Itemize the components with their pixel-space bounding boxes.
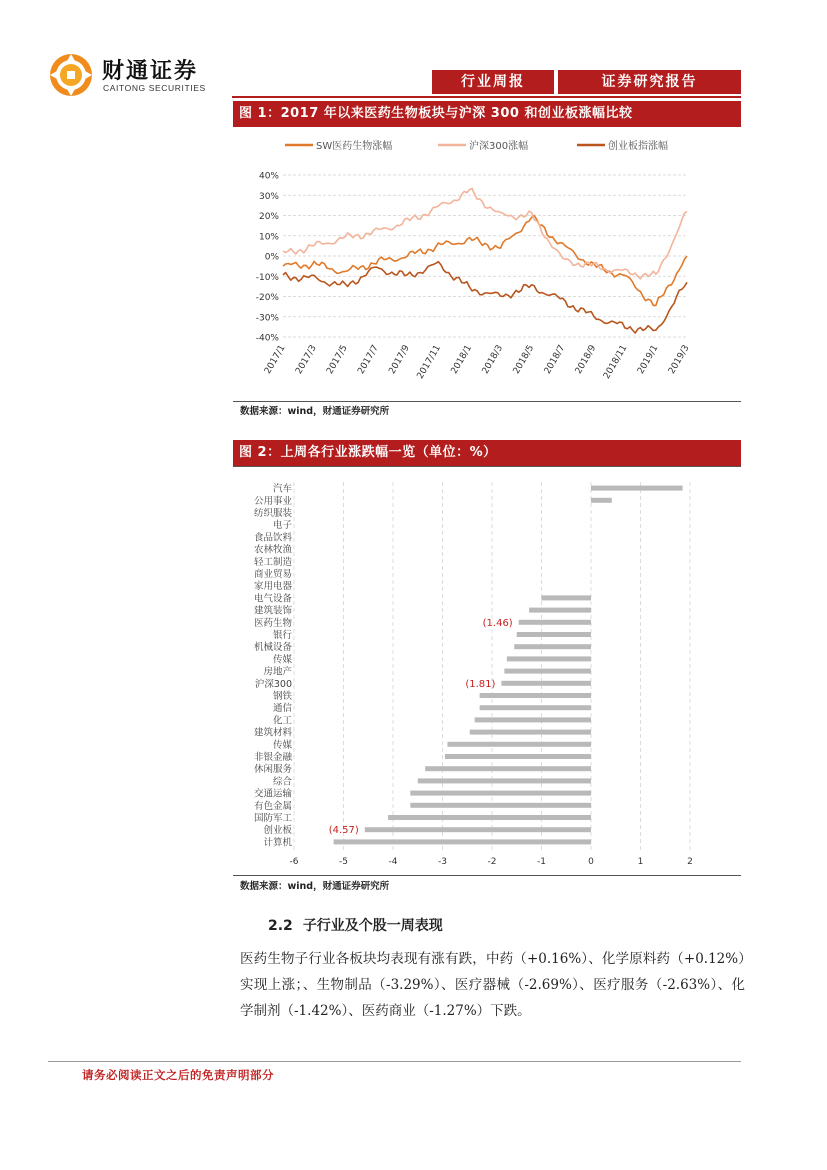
bar — [504, 669, 591, 674]
y-tick-label: 20% — [258, 212, 279, 222]
bar-data-label: (1.46) — [482, 617, 513, 629]
caitong-logo-icon — [48, 52, 94, 98]
y-tick-label: -10% — [255, 272, 279, 283]
category-label: 医药生物 — [253, 617, 292, 629]
figure1-title: 图 1：2017 年以来医药生物板块与沪深 300 和创业板涨幅比较 — [233, 101, 741, 127]
x-tick-label: 0 — [588, 857, 594, 867]
category-label: 农林牧渔 — [253, 544, 292, 556]
category-label: 综合 — [272, 776, 292, 788]
x-tick-label: 2017/3 — [294, 343, 319, 376]
bar — [517, 632, 591, 637]
bar — [501, 681, 591, 686]
figure1-source: 数据来源：wind，财通证券研究所 — [240, 406, 390, 417]
y-tick-label: 40% — [258, 171, 279, 182]
x-tick-label: 2017/9 — [387, 343, 412, 376]
series-line-3 — [283, 262, 687, 333]
section-number: 2.2 — [268, 918, 293, 934]
bar — [514, 644, 591, 649]
category-label: 传媒 — [272, 739, 292, 751]
y-tick-label: -30% — [255, 313, 279, 324]
category-label: 汽车 — [272, 483, 292, 495]
report-category-tab: 证券研究报告 — [558, 70, 741, 94]
x-tick-label: 2018/5 — [511, 343, 537, 376]
figure2-source: 数据来源：wind，财通证券研究所 — [240, 881, 390, 892]
bar — [475, 717, 591, 722]
category-label: 商业贸易 — [253, 569, 292, 580]
series-line-1 — [283, 216, 687, 306]
legend-label-1: SW医药生物涨幅 — [316, 141, 393, 152]
x-tick-label: 2017/5 — [325, 343, 350, 376]
x-tick-label: 2017/11 — [415, 343, 443, 381]
x-tick-label: -1 — [537, 857, 546, 867]
x-tick-label: -2 — [487, 857, 497, 867]
y-tick-label: -40% — [255, 333, 279, 344]
header-rule — [232, 96, 741, 98]
category-label: 电子 — [272, 520, 292, 532]
figure2-title-rule — [233, 466, 741, 467]
category-label: 房地产 — [263, 666, 292, 678]
category-label: 电气设备 — [253, 593, 292, 605]
category-label: 创业板 — [263, 825, 292, 837]
bar — [418, 778, 591, 783]
bar — [425, 766, 591, 771]
category-label: 建筑装饰 — [253, 605, 292, 617]
category-label: 公用事业 — [253, 495, 292, 507]
bar — [445, 754, 591, 759]
figure2-title: 图 2：上周各行业涨跌幅一览（单位：%） — [233, 440, 741, 466]
y-tick-label: 10% — [258, 232, 279, 243]
category-label: 家用电器 — [253, 581, 292, 593]
figure2-bar-chart — [236, 474, 740, 874]
figure1-separator — [233, 401, 741, 402]
figure1-line-chart — [240, 130, 740, 400]
bar — [447, 742, 591, 747]
x-tick-label: -3 — [438, 857, 447, 867]
legend-label-3: 创业板指涨幅 — [608, 141, 668, 152]
y-tick-label: 30% — [258, 191, 279, 202]
y-tick-label: 0% — [264, 252, 279, 263]
y-tick-label: -20% — [255, 293, 279, 303]
category-label: 通信 — [272, 703, 292, 715]
bar — [470, 730, 591, 735]
x-tick-label: 2018/3 — [480, 343, 506, 376]
category-label: 有色金属 — [253, 800, 292, 812]
category-label: 计算机 — [263, 837, 292, 849]
figure2-separator — [233, 875, 741, 876]
category-label: 食品饮料 — [253, 532, 292, 544]
footer-rule — [48, 1061, 741, 1062]
x-tick-label: -4 — [388, 857, 398, 867]
section-heading — [268, 915, 453, 935]
category-label: 纺织服装 — [253, 508, 292, 519]
x-tick-label: 2019/3 — [667, 343, 692, 376]
footer-disclaimer: 请务必阅读正文之后的免责声明部分 — [82, 1068, 274, 1082]
legend-label-2: 沪深300涨幅 — [469, 141, 529, 152]
x-tick-label: -5 — [339, 857, 348, 867]
logo-chinese-name: 财通证券 — [102, 58, 199, 84]
company-logo — [48, 52, 223, 98]
category-label: 沪深300 — [254, 678, 292, 690]
bar — [334, 839, 591, 844]
bar — [480, 705, 591, 710]
x-tick-label: 2018/7 — [542, 343, 568, 376]
category-label: 轻工制造 — [253, 556, 292, 568]
x-tick-label: 2018/1 — [449, 343, 475, 376]
x-tick-label: 2019/1 — [636, 343, 661, 376]
category-label: 机械设备 — [253, 642, 292, 654]
bar — [591, 486, 683, 491]
category-label: 非银金融 — [253, 752, 292, 763]
category-label: 休闲服务 — [253, 764, 292, 776]
category-label: 传媒 — [272, 654, 292, 666]
bar-data-label: (1.81) — [465, 678, 496, 690]
section-title: 子行业及个股一周表现 — [302, 918, 443, 934]
category-label: 钢铁 — [272, 691, 292, 702]
bar — [365, 827, 591, 832]
category-label: 国防军工 — [253, 813, 292, 824]
series-line-2 — [283, 189, 687, 279]
section-paragraph: 医药生物子行业各板块均表现有涨有跌，中药（+0.16%）、化学原料药（+0.12%）实现上涨；、生物制品（-3.29%）、医疗器械（-2.69%）、医疗服务（-2.63%）、化学制剂（-1.42%）、医药商业（-1.27%）下跌。 — [240, 951, 745, 1019]
category-label: 建筑材料 — [253, 727, 292, 739]
bar — [388, 815, 591, 820]
logo-english-name: CAITONG SECURITIES — [103, 83, 206, 93]
bar-data-label: (4.57) — [328, 825, 359, 837]
bar — [529, 608, 591, 613]
x-tick-label: -6 — [289, 857, 299, 867]
x-tick-label: 2018/11 — [602, 343, 630, 381]
bar — [507, 656, 591, 661]
category-label: 交通运输 — [253, 788, 292, 800]
category-label: 化工 — [272, 715, 292, 727]
x-tick-label: 2 — [687, 857, 693, 867]
bar — [410, 803, 591, 808]
x-tick-label: 2017/1 — [263, 343, 288, 376]
bar — [480, 693, 591, 698]
x-tick-label: 1 — [637, 857, 644, 867]
bar — [410, 791, 591, 796]
bar — [591, 498, 612, 503]
report-type-tab: 行业周报 — [432, 70, 554, 94]
category-label: 银行 — [272, 630, 292, 641]
bar — [542, 595, 592, 600]
x-tick-label: 2017/7 — [356, 343, 381, 376]
bar — [519, 620, 591, 625]
x-tick-label: 2018/9 — [573, 343, 599, 376]
